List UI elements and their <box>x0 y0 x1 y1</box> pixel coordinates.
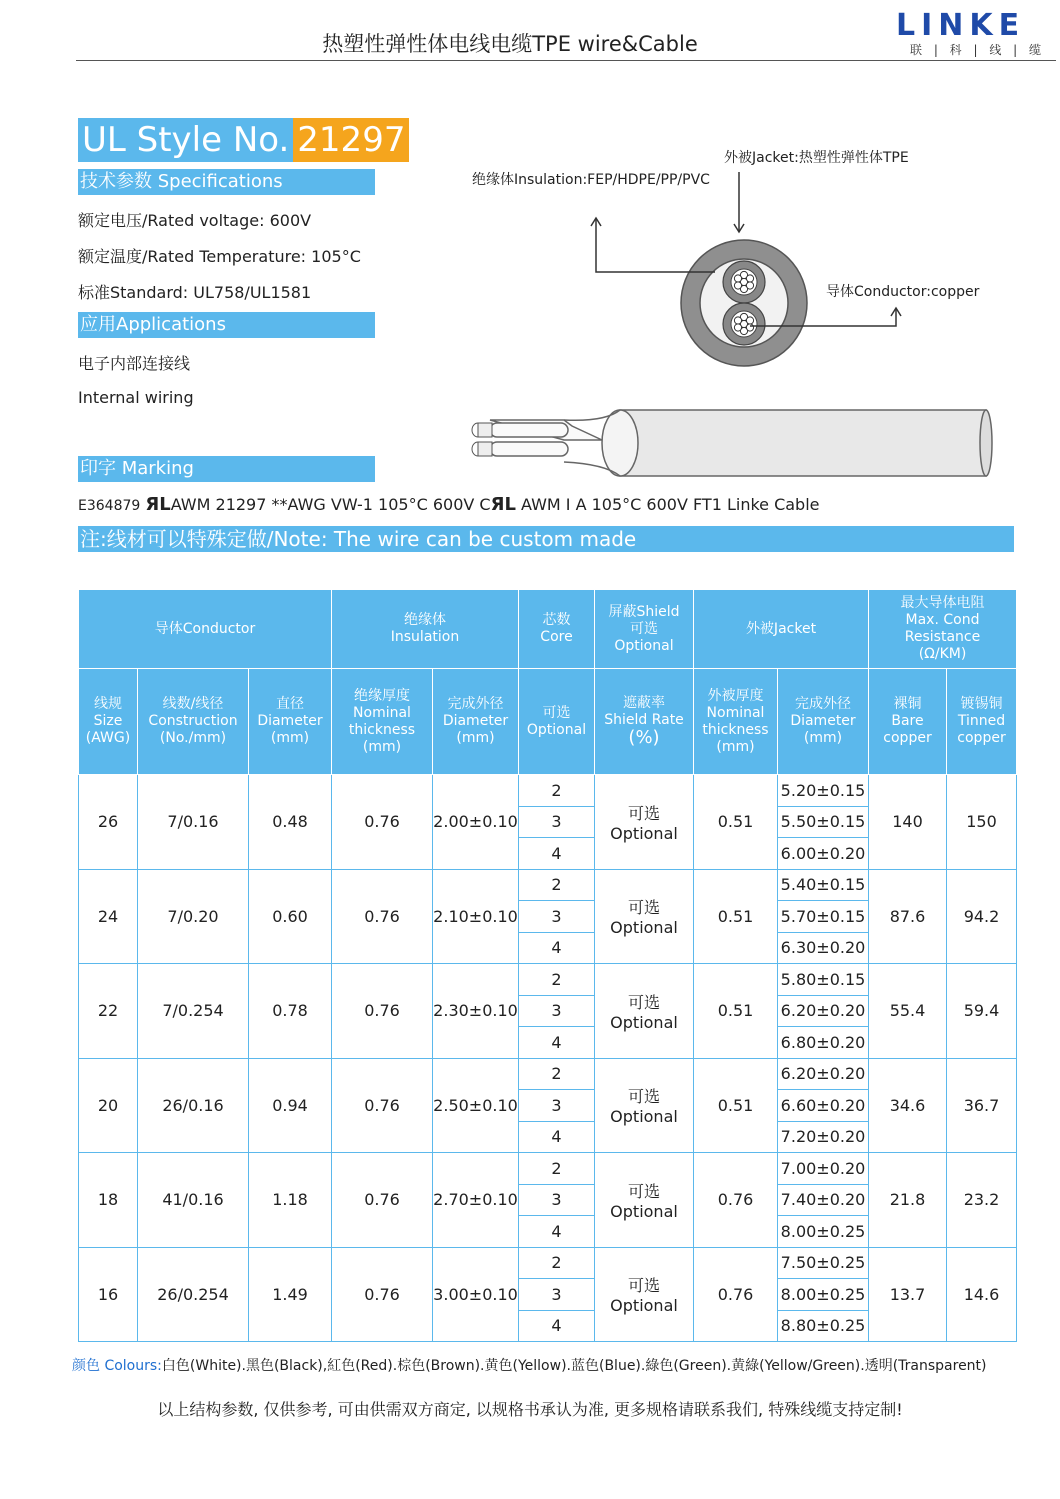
cell-diameter: 0.60 <box>249 869 332 964</box>
marking-file-number: E364879 <box>78 498 141 514</box>
custom-note-bar: 注:线材可以特殊定做/Note: The wire can be custom made <box>78 526 1014 552</box>
subheader-jacket-thickness: 外被厚度 Nominal thickness (mm) <box>694 669 778 775</box>
ul-mark-icon-2: ЯL <box>490 494 516 515</box>
cell-jacket-diameter: 8.80±0.25 <box>778 1310 869 1342</box>
conductor-label: 导体Conductor:copper <box>826 284 980 300</box>
cell-diameter: 1.49 <box>249 1247 332 1342</box>
cell-diameter: 0.48 <box>249 775 332 870</box>
cell-jacket-thickness: 0.51 <box>694 964 778 1059</box>
cell-insulation-thickness: 0.76 <box>332 869 433 964</box>
table-row <box>79 964 1017 996</box>
header-shield: 屏蔽Shield 可选 Optional <box>595 590 694 669</box>
cell-jacket-thickness: 0.51 <box>694 869 778 964</box>
cell-jacket-diameter: 6.00±0.20 <box>778 838 869 870</box>
cell-size: 20 <box>79 1058 138 1153</box>
ul-style-number: 21297 <box>293 118 409 162</box>
cell-core-count: 4 <box>519 1121 595 1153</box>
cell-core-count: 3 <box>519 995 595 1027</box>
cell-jacket-diameter: 7.00±0.20 <box>778 1153 869 1185</box>
applications-heading: 应用Applications <box>78 312 375 338</box>
logo-subtext: 联 | 科 | 线 | 缆 <box>910 43 1046 57</box>
header-divider <box>76 60 1056 61</box>
colours-list: 白色(White).黑色(Black),紅色(Red).棕色(Brown).黄色(Yellow).蓝色(Blue).綠色(Green).黄綠(Yellow/Green).透明(Transparent) <box>161 1358 987 1374</box>
subheader-diameter: 直径 Diameter (mm) <box>249 669 332 775</box>
colours-line <box>72 1355 987 1375</box>
cell-core-count: 4 <box>519 838 595 870</box>
cable-cross-section <box>681 240 807 366</box>
marking-heading: 印字 Marking <box>78 456 375 482</box>
cell-jacket-diameter: 7.50±0.25 <box>778 1247 869 1279</box>
cell-insulation-diameter: 2.70±0.10 <box>433 1153 519 1248</box>
cell-insulation-thickness: 0.76 <box>332 1247 433 1342</box>
cell-jacket-diameter: 6.80±0.20 <box>778 1027 869 1059</box>
cell-tinned-copper: 94.2 <box>947 869 1017 964</box>
cell-jacket-thickness: 0.51 <box>694 1058 778 1153</box>
cell-core-count: 2 <box>519 1153 595 1185</box>
marking-text-part2: AWM I A 105°C 600V FT1 Linke Cable <box>515 495 820 514</box>
cell-shield: 可选Optional <box>595 869 694 964</box>
specifications-heading: 技术参数 Specifications <box>78 169 375 195</box>
cell-insulation-thickness: 0.76 <box>332 775 433 870</box>
cell-construction: 41/0.16 <box>138 1153 249 1248</box>
cell-core-count: 4 <box>519 1027 595 1059</box>
cell-jacket-diameter: 5.20±0.15 <box>778 775 869 807</box>
header-conductor: 导体Conductor <box>79 590 332 669</box>
cell-bare-copper: 13.7 <box>869 1247 947 1342</box>
cell-construction: 7/0.20 <box>138 869 249 964</box>
cell-jacket-diameter: 8.00±0.25 <box>778 1216 869 1248</box>
jacket-label: 外被Jacket:热塑性弹性体TPE <box>724 150 909 166</box>
ul-mark-icon: ЯL <box>145 494 171 515</box>
cell-tinned-copper: 36.7 <box>947 1058 1017 1153</box>
cell-insulation-diameter: 2.50±0.10 <box>433 1058 519 1153</box>
cell-core-count: 4 <box>519 1216 595 1248</box>
cable-side-view <box>472 410 992 476</box>
cell-construction: 7/0.16 <box>138 775 249 870</box>
cell-tinned-copper: 150 <box>947 775 1017 870</box>
page-title: 热塑性弹性体电线电缆TPE wire&Cable <box>322 32 698 56</box>
cell-jacket-diameter: 5.80±0.15 <box>778 964 869 996</box>
cell-core-count: 4 <box>519 932 595 964</box>
cell-jacket-diameter: 5.40±0.15 <box>778 869 869 901</box>
header-insulation: 绝缘体 Insulation <box>332 590 519 669</box>
cell-size: 22 <box>79 964 138 1059</box>
cell-insulation-thickness: 0.76 <box>332 1153 433 1248</box>
subheader-construction: 线数/线径 Construction (No./mm) <box>138 669 249 775</box>
marking-text <box>78 494 820 515</box>
brand-logo <box>896 8 1052 58</box>
cable-diagram <box>460 140 1020 480</box>
cell-tinned-copper: 14.6 <box>947 1247 1017 1342</box>
cell-size: 16 <box>79 1247 138 1342</box>
cell-jacket-diameter: 6.30±0.20 <box>778 932 869 964</box>
cell-size: 24 <box>79 869 138 964</box>
cell-jacket-diameter: 5.70±0.15 <box>778 901 869 933</box>
subheader-bare-copper: 裸铜 Bare copper <box>869 669 947 775</box>
table-row <box>79 1153 1017 1185</box>
cell-core-count: 3 <box>519 1279 595 1311</box>
cell-jacket-thickness: 0.51 <box>694 775 778 870</box>
colours-label: 颜色 Colours: <box>72 1358 162 1374</box>
cell-bare-copper: 21.8 <box>869 1153 947 1248</box>
cell-core-count: 2 <box>519 869 595 901</box>
cell-core-count: 3 <box>519 901 595 933</box>
spec-rated-temperature: 额定温度/Rated Temperature: 105°C <box>78 247 361 266</box>
application-item-en: Internal wiring <box>78 388 194 407</box>
cell-insulation-thickness: 0.76 <box>332 964 433 1059</box>
cell-core-count: 2 <box>519 775 595 807</box>
cell-bare-copper: 34.6 <box>869 1058 947 1153</box>
cell-jacket-diameter: 7.40±0.20 <box>778 1184 869 1216</box>
cell-diameter: 0.94 <box>249 1058 332 1153</box>
cell-core-count: 3 <box>519 1184 595 1216</box>
subheader-insulation-diameter: 完成外径 Diameter (mm) <box>433 669 519 775</box>
subheader-insulation-thickness: 绝缘厚度 Nominal thickness (mm) <box>332 669 433 775</box>
specification-table <box>78 589 1017 1342</box>
header-jacket: 外被Jacket <box>694 590 869 669</box>
header-resistance: 最大导体电阻 Max. Cond Resistance (Ω/KM) <box>869 590 1017 669</box>
cell-diameter: 0.78 <box>249 964 332 1059</box>
cell-core-count: 3 <box>519 1090 595 1122</box>
subheader-core-optional: 可选 Optional <box>519 669 595 775</box>
cell-insulation-thickness: 0.76 <box>332 1058 433 1153</box>
cell-shield: 可选Optional <box>595 775 694 870</box>
cell-bare-copper: 55.4 <box>869 964 947 1059</box>
insulation-label: 绝缘体Insulation:FEP/HDPE/PP/PVC <box>472 172 710 188</box>
subheader-tinned-copper: 镀锡铜 Tinned copper <box>947 669 1017 775</box>
cell-core-count: 2 <box>519 1058 595 1090</box>
cell-construction: 7/0.254 <box>138 964 249 1059</box>
table-row <box>79 1058 1017 1090</box>
subheader-size: 线规 Size (AWG) <box>79 669 138 775</box>
cell-jacket-diameter: 6.20±0.20 <box>778 1058 869 1090</box>
cell-jacket-diameter: 7.20±0.20 <box>778 1121 869 1153</box>
cell-tinned-copper: 59.4 <box>947 964 1017 1059</box>
cell-size: 18 <box>79 1153 138 1248</box>
cell-core-count: 4 <box>519 1310 595 1342</box>
cell-jacket-diameter: 6.60±0.20 <box>778 1090 869 1122</box>
cell-insulation-diameter: 2.00±0.10 <box>433 775 519 870</box>
cell-bare-copper: 140 <box>869 775 947 870</box>
marking-text-part1: AWM 21297 **AWG VW-1 105°C 600V C <box>170 495 491 514</box>
subheader-shield-rate: 遮蔽率 Shield Rate (%) <box>595 669 694 775</box>
cell-core-count: 2 <box>519 964 595 996</box>
cell-jacket-diameter: 5.50±0.15 <box>778 806 869 838</box>
ul-style-label: UL Style No. <box>78 118 293 162</box>
subheader-jacket-diameter: 完成外径 Diameter (mm) <box>778 669 869 775</box>
cell-shield: 可选Optional <box>595 1058 694 1153</box>
header-core: 芯数 Core <box>519 590 595 669</box>
table-row <box>79 1247 1017 1279</box>
spec-rated-voltage: 额定电压/Rated voltage: 600V <box>78 211 312 230</box>
cell-shield: 可选Optional <box>595 1247 694 1342</box>
cell-size: 26 <box>79 775 138 870</box>
cell-insulation-diameter: 3.00±0.10 <box>433 1247 519 1342</box>
cell-bare-copper: 87.6 <box>869 869 947 964</box>
application-item-cn: 电子内部连接线 <box>78 354 191 373</box>
cell-jacket-thickness: 0.76 <box>694 1247 778 1342</box>
cell-insulation-diameter: 2.10±0.10 <box>433 869 519 964</box>
cell-insulation-diameter: 2.30±0.10 <box>433 964 519 1059</box>
cell-tinned-copper: 23.2 <box>947 1153 1017 1248</box>
cell-core-count: 3 <box>519 806 595 838</box>
cell-jacket-thickness: 0.76 <box>694 1153 778 1248</box>
logo-text: LINKE <box>896 8 1026 43</box>
cell-shield: 可选Optional <box>595 1153 694 1248</box>
cell-diameter: 1.18 <box>249 1153 332 1248</box>
cell-construction: 26/0.16 <box>138 1058 249 1153</box>
ul-style-badge <box>78 118 409 162</box>
table-row <box>79 775 1017 807</box>
cell-shield: 可选Optional <box>595 964 694 1059</box>
footnote: 以上结构参数, 仅供参考, 可由供需双方商定, 以规格书承认为准, 更多规格请联系我们, 特殊线缆支持定制! <box>157 1400 903 1419</box>
cell-construction: 26/0.254 <box>138 1247 249 1342</box>
table-row <box>79 869 1017 901</box>
spec-standard: 标准Standard: UL758/UL1581 <box>78 283 312 302</box>
cell-jacket-diameter: 6.20±0.20 <box>778 995 869 1027</box>
cell-core-count: 2 <box>519 1247 595 1279</box>
cell-jacket-diameter: 8.00±0.25 <box>778 1279 869 1311</box>
